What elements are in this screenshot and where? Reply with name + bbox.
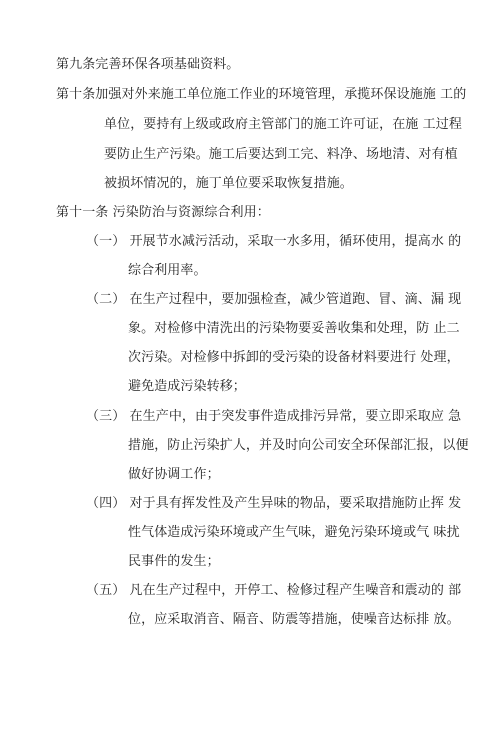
item-2-line-3: 次污染。对检修中拆卸的受污染的设备材料要进行 处理，	[128, 350, 460, 365]
item-2-line-2: 象。对检修中清洗出的污染物要妥善收集和处理，防 止二	[128, 321, 460, 336]
item-1-line-2: 综合利用率。	[128, 263, 207, 278]
item-1-line-1: （一） 开展节水减污活动，采取一水多用，循环使用，提高水 的	[86, 234, 462, 249]
item-3-line-2: 措施，防止污染扩人，并及时向公司安全环保部汇报，以便	[128, 438, 469, 453]
article-10-line-4: 被损坏情况的，施丁单位要采取恢复措施。	[104, 176, 353, 191]
item-5-line-2: 位，应采取消音、隔音、防震等措施，使噪音达标排 放。	[128, 612, 460, 627]
article-11-heading: 第十一条 污染防治与资源综合利用：	[56, 205, 270, 220]
item-2-line-4: 避免造成污染转移；	[128, 379, 246, 394]
item-3-line-3: 做好协调工作；	[128, 467, 220, 482]
article-10-line-3: 要防止生产污染。施工后要达到工完、料净、场地清、对有植	[104, 147, 458, 162]
article-9-line: 第九条完善环保各项基础资料。	[56, 57, 240, 72]
item-4-line-3: 民事件的发生；	[128, 554, 220, 569]
item-4-line-1: （四） 对于具有挥发性及产生异味的物品，要采取措施防止挥 发	[86, 496, 462, 511]
article-10-line-2: 单位，要持有上级或政府主管部门的施工许可证，在施 工过程	[104, 117, 462, 132]
article-10-line-1: 第十条加强对外来施工单位施工作业的环境管理，承揽环保设施施 工的	[56, 87, 467, 102]
item-2-line-1: （二） 在生产过程中，要加强检查，减少管道跑、冒、滴、漏 现	[86, 292, 462, 307]
item-4-line-2: 性气体造成污染环境或产生气味，避免污染环境或气 味扰	[128, 525, 460, 540]
item-3-line-1: （三） 在生产中，由于突发事件造成排污异常，要立即采取应 急	[86, 409, 462, 424]
item-5-line-1: （五） 凡在生产过程中，开停工、检修过程产生噪音和震动的 部	[86, 583, 462, 598]
